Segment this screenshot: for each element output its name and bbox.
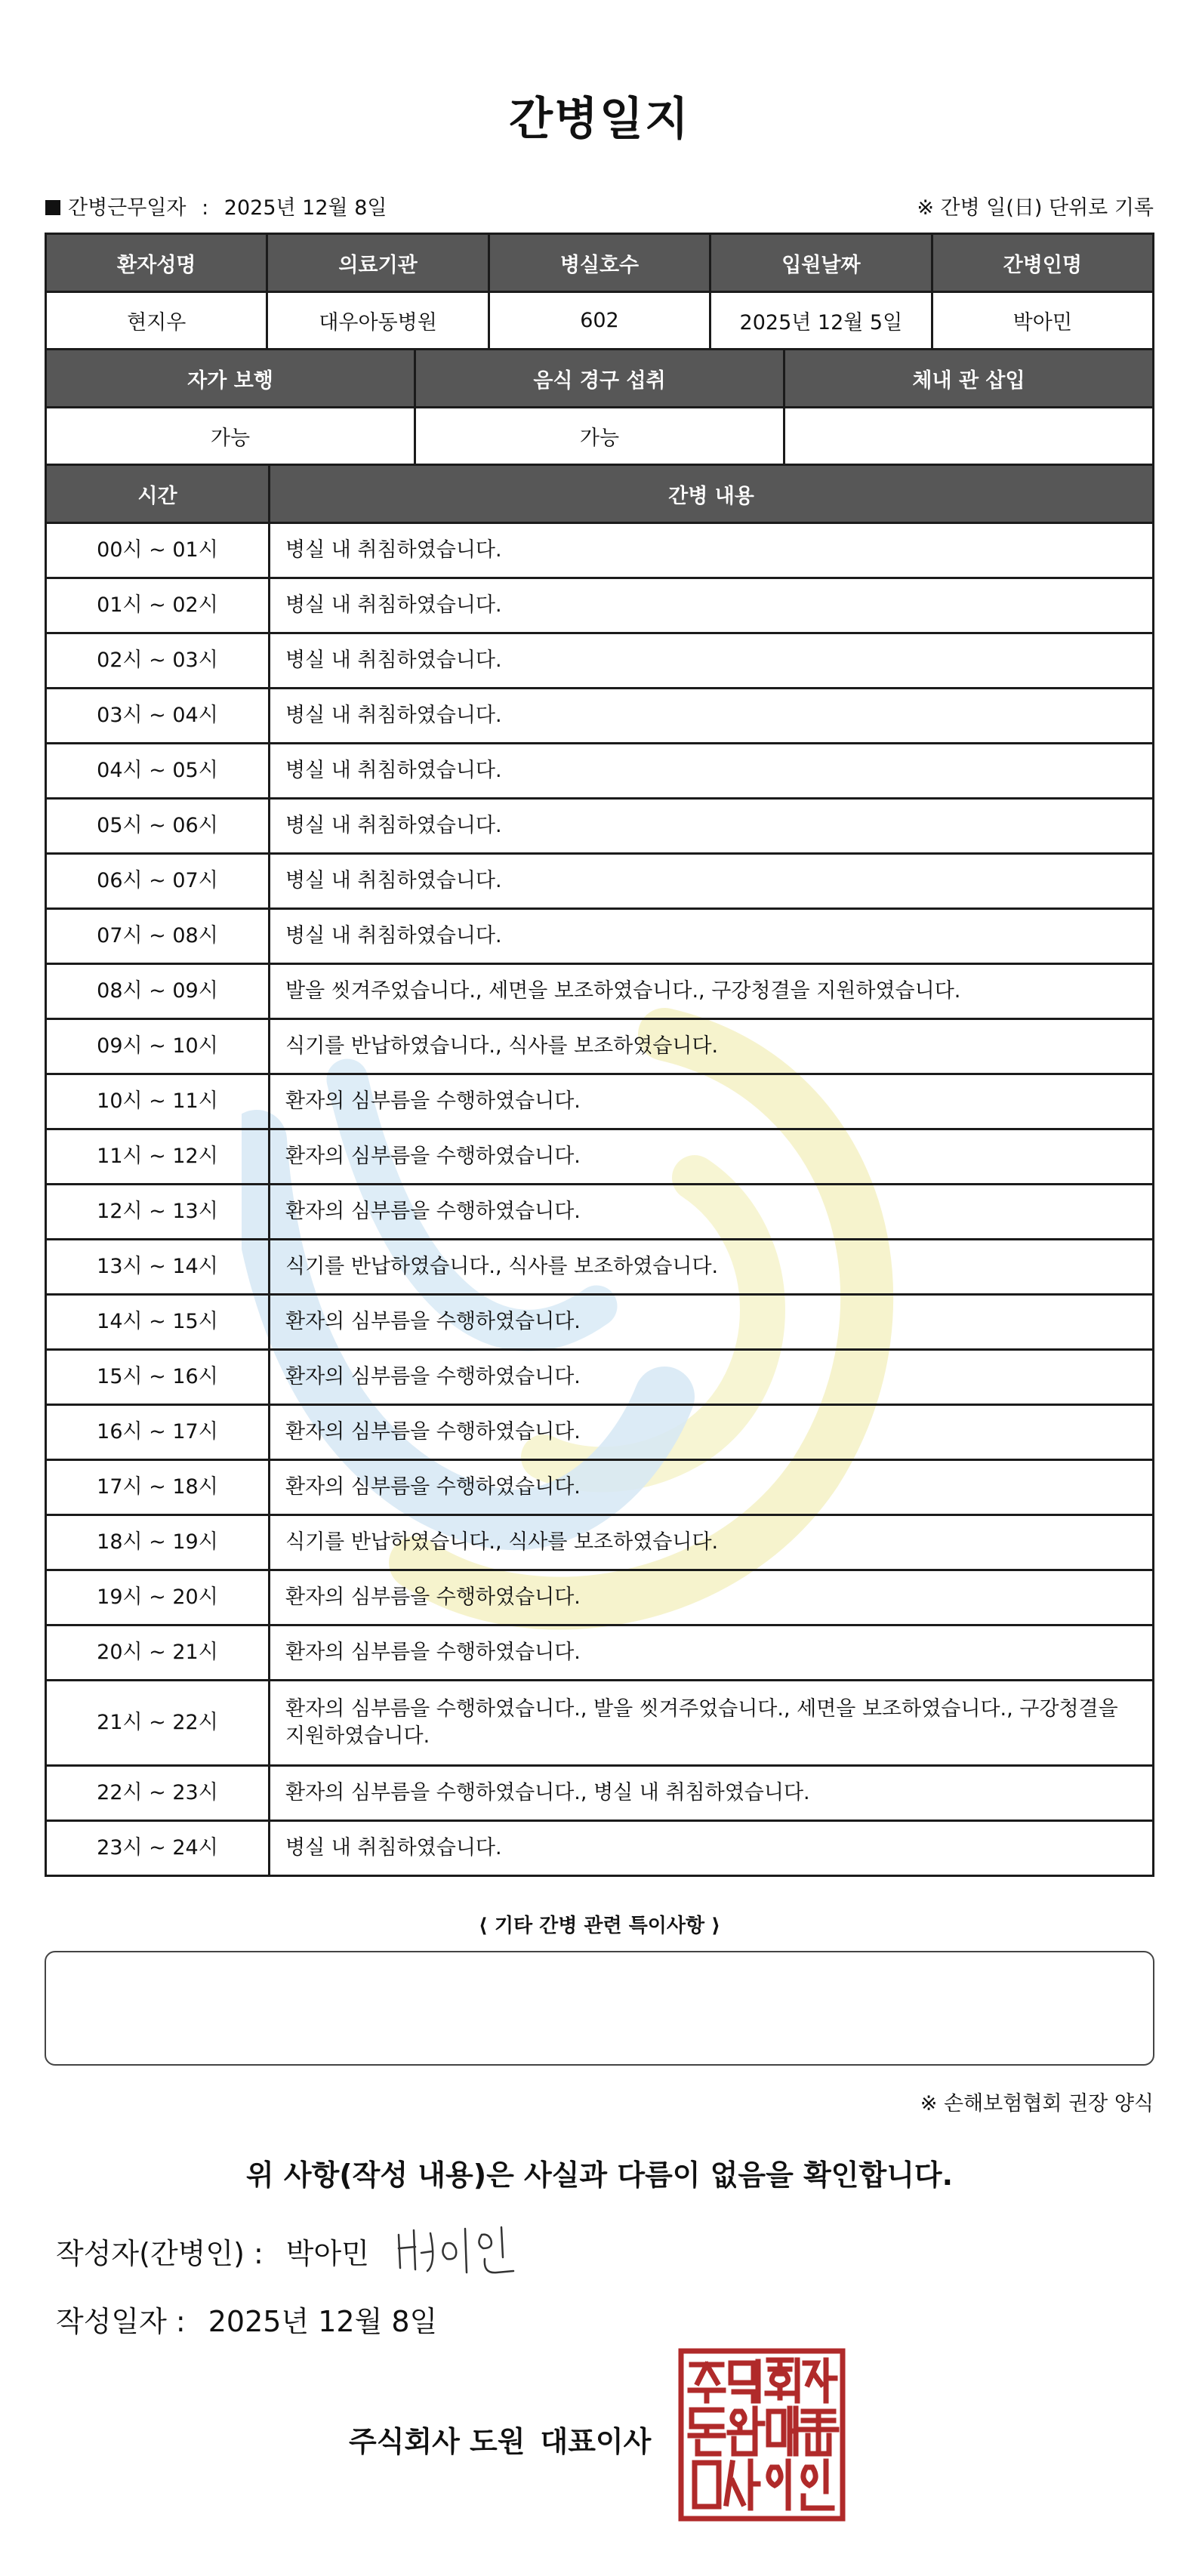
table-row: [46, 1405, 1154, 1460]
signer-name: 박아민: [285, 2237, 369, 2270]
content-cell: 환자의 심부름을 수행하였습니다., 발을 씻겨주었습니다., 세면을 보조하였습니다., 구강청결을 지원하였습니다.: [270, 1681, 1154, 1766]
oral-intake-value: 가능: [415, 408, 784, 465]
work-date-label: 간병근무일자: [68, 196, 186, 220]
confirmation-statement: 위 사항(작성 내용)은 사실과 다름이 없음을 확인합니다.: [245, 2158, 954, 2192]
content-cell: 발을 씻겨주었습니다., 세면을 보조하였습니다., 구강청결을 지원하였습니다.: [270, 964, 1154, 1019]
tube-insertion-value: [784, 408, 1154, 465]
content-cell: 환자의 심부름을 수행하였습니다., 병실 내 취침하였습니다.: [270, 1766, 1154, 1821]
time-cell: 00시 ~ 01시: [46, 523, 270, 578]
patient-info-table: [45, 233, 1154, 350]
content-cell: 식기를 반납하였습니다., 식사를 보조하였습니다.: [270, 1240, 1154, 1295]
table-row: [46, 1766, 1154, 1821]
content-cell: 환자의 심부름을 수행하였습니다.: [270, 1185, 1154, 1240]
work-date-line: [45, 191, 387, 220]
table-row: [46, 909, 1154, 964]
patient-info-value-row: [46, 292, 1154, 350]
content-cell: 환자의 심부름을 수행하였습니다.: [270, 1074, 1154, 1129]
time-cell: 16시 ~ 17시: [46, 1405, 270, 1460]
company-seal-stamp: [678, 2348, 846, 2522]
square-bullet-icon: [45, 200, 60, 215]
time-cell: 11시 ~ 12시: [46, 1129, 270, 1185]
header-oral-intake: 음식 경구 섭취: [415, 350, 784, 408]
table-row: [46, 1681, 1154, 1766]
patient-name-value: 현지우: [46, 292, 267, 350]
table-row: [46, 964, 1154, 1019]
table-row: [46, 689, 1154, 744]
remarks-box: [45, 1951, 1154, 2066]
content-cell: 병실 내 취침하였습니다.: [270, 523, 1154, 578]
recommend-note: ※ 손해보험협회 권장 양식: [920, 2092, 1154, 2115]
time-cell: 03시 ~ 04시: [46, 689, 270, 744]
write-date-label: 작성일자 :: [56, 2305, 186, 2338]
work-date-separator: :: [202, 196, 209, 220]
time-cell: 17시 ~ 18시: [46, 1460, 270, 1515]
time-cell: 13시 ~ 14시: [46, 1240, 270, 1295]
table-row: [46, 1821, 1154, 1876]
time-cell: 15시 ~ 16시: [46, 1350, 270, 1405]
table-row: [46, 1350, 1154, 1405]
header-hospital: 의료기관: [267, 234, 489, 292]
table-row: [46, 1185, 1154, 1240]
care-log-table: [45, 464, 1154, 1877]
patient-info-header-row: [46, 234, 1154, 292]
content-cell: 환자의 심부름을 수행하였습니다.: [270, 1460, 1154, 1515]
work-date-value: 2025년 12월 8일: [223, 196, 387, 220]
header-care-content: 간병 내용: [270, 465, 1154, 523]
admission-date-value: 2025년 12월 5일: [710, 292, 932, 350]
time-cell: 20시 ~ 21시: [46, 1625, 270, 1681]
table-row: [46, 1515, 1154, 1570]
time-cell: 07시 ~ 08시: [46, 909, 270, 964]
table-row: [46, 1570, 1154, 1625]
self-walking-value: 가능: [46, 408, 415, 465]
time-cell: 06시 ~ 07시: [46, 854, 270, 909]
content-cell: 환자의 심부름을 수행하였습니다.: [270, 1129, 1154, 1185]
time-cell: 18시 ~ 19시: [46, 1515, 270, 1570]
caregiver-name-value: 박아민: [932, 292, 1153, 350]
signer-label: 작성자(간병인) :: [56, 2237, 264, 2270]
time-cell: 14시 ~ 15시: [46, 1295, 270, 1350]
time-cell: 23시 ~ 24시: [46, 1821, 270, 1876]
table-row: [46, 523, 1154, 578]
content-cell: 병실 내 취침하였습니다.: [270, 744, 1154, 799]
table-row: [46, 1295, 1154, 1350]
status-header-row: [46, 350, 1154, 408]
company-name: 주식회사 도원: [349, 2425, 526, 2458]
header-self-walking: 자가 보행: [46, 350, 415, 408]
time-cell: 19시 ~ 20시: [46, 1570, 270, 1625]
content-cell: 병실 내 취침하였습니다.: [270, 909, 1154, 964]
content-cell: 병실 내 취침하였습니다.: [270, 799, 1154, 854]
room-number-value: 602: [489, 292, 710, 350]
time-cell: 02시 ~ 03시: [46, 633, 270, 689]
table-row: [46, 744, 1154, 799]
document-title: 간병일지: [509, 93, 690, 146]
table-row: [46, 1460, 1154, 1515]
time-cell: 05시 ~ 06시: [46, 799, 270, 854]
header-room-number: 병실호수: [489, 234, 710, 292]
table-row: [46, 1019, 1154, 1074]
table-row: [46, 1074, 1154, 1129]
handwritten-signature: [393, 2218, 521, 2286]
patient-status-table: [45, 348, 1154, 466]
content-cell: 병실 내 취침하였습니다.: [270, 1821, 1154, 1876]
remarks-content: [46, 1952, 1153, 1983]
table-row: [46, 578, 1154, 633]
signer-line: [56, 2230, 369, 2272]
content-cell: 식기를 반납하였습니다., 식사를 보조하였습니다.: [270, 1019, 1154, 1074]
header-admission-date: 입원날짜: [710, 234, 932, 292]
header-tube-insertion: 체내 관 삽입: [784, 350, 1154, 408]
table-row: [46, 854, 1154, 909]
header-caregiver-name: 간병인명: [932, 234, 1153, 292]
status-value-row: [46, 408, 1154, 465]
time-cell: 08시 ~ 09시: [46, 964, 270, 1019]
time-cell: 10시 ~ 11시: [46, 1074, 270, 1129]
table-row: [46, 633, 1154, 689]
write-date-line: [56, 2298, 437, 2340]
content-cell: 환자의 심부름을 수행하였습니다.: [270, 1295, 1154, 1350]
table-row: [46, 1240, 1154, 1295]
table-row: [46, 1129, 1154, 1185]
content-cell: 병실 내 취침하였습니다.: [270, 689, 1154, 744]
table-row: [46, 799, 1154, 854]
header-time: 시간: [46, 465, 270, 523]
content-cell: 환자의 심부름을 수행하였습니다.: [270, 1350, 1154, 1405]
content-cell: 식기를 반납하였습니다., 식사를 보조하였습니다.: [270, 1515, 1154, 1570]
time-cell: 04시 ~ 05시: [46, 744, 270, 799]
time-cell: 21시 ~ 22시: [46, 1681, 270, 1766]
company-rep-title: 대표이사: [540, 2425, 652, 2458]
time-cell: 22시 ~ 23시: [46, 1766, 270, 1821]
header-patient-name: 환자성명: [46, 234, 267, 292]
remarks-title: ⟨ 기타 간병 관련 특이사항 ⟩: [478, 1915, 721, 1937]
content-cell: 환자의 심부름을 수행하였습니다.: [270, 1625, 1154, 1681]
time-cell: 12시 ~ 13시: [46, 1185, 270, 1240]
table-row: [46, 1625, 1154, 1681]
company-line: [349, 2418, 651, 2460]
content-cell: 병실 내 취침하였습니다.: [270, 633, 1154, 689]
content-cell: 환자의 심부름을 수행하였습니다.: [270, 1570, 1154, 1625]
content-cell: 환자의 심부름을 수행하였습니다.: [270, 1405, 1154, 1460]
time-cell: 01시 ~ 02시: [46, 578, 270, 633]
time-cell: 09시 ~ 10시: [46, 1019, 270, 1074]
write-date-value: 2025년 12월 8일: [208, 2305, 438, 2338]
content-cell: 병실 내 취침하였습니다.: [270, 854, 1154, 909]
care-log-header-row: [46, 465, 1154, 523]
content-cell: 병실 내 취침하였습니다.: [270, 578, 1154, 633]
record-note: ※ 간병 일(日) 단위로 기록: [917, 196, 1154, 220]
hospital-value: 대우아동병원: [267, 292, 489, 350]
